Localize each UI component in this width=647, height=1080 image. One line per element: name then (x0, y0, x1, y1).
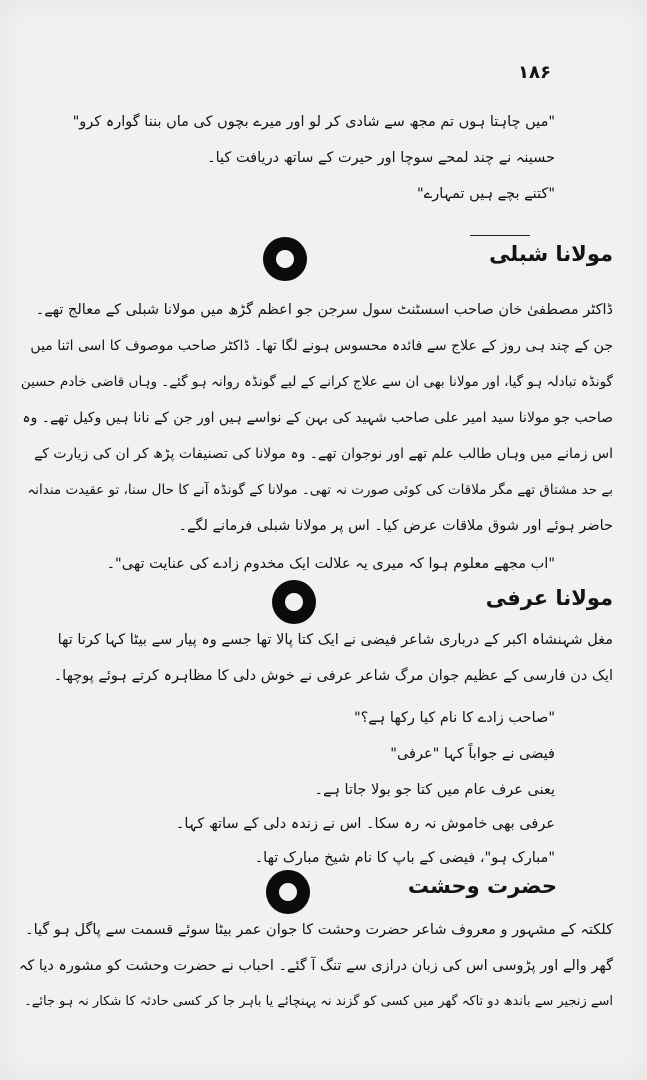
intro-line-1: "میں چاہتا ہوں تم مجھ سے شادی کر لو اور میرے بچوں کی ماں بننا گوارہ کرو" (72, 114, 555, 130)
section-heading-shibli: مولانا شبلی (489, 242, 613, 266)
paragraph-line: حاضر ہوئے اور شوق ملاقات عرض کیا۔ اس پر مولانا شبلی فرمانے لگے۔ (178, 518, 613, 534)
paragraph-line: گھر والے اور پڑوسی اس کی زبان درازی سے تنگ آ گئے۔ احباب نے حضرت وحشت کو مشورہ دیا کہ (18, 958, 613, 974)
intro-line-3: "کتنے بچے ہیں تمہارے" (417, 186, 555, 202)
page-number: ۱۸۶ (518, 62, 551, 83)
paragraph-line: اس زمانے میں وہاں طالب علم تھے اور نوجوان تھے۔ وہ مولانا کی تصنیفات پڑھ کر ان کی زیارت کے (34, 446, 613, 462)
section-ornament (263, 237, 307, 281)
paragraph-line: گونڈہ تبادلہ ہو گیا، اور مولانا بھی ان سے علاج کرانے کے لیے گونڈہ روانہ ہو گئے۔ وہاں قاضی خادم حسین (20, 374, 613, 390)
heading-rule (470, 235, 530, 236)
quote-line: فیضی نے جواباً کہا "عرفی" (390, 746, 555, 762)
quote-line: "اب مجھے معلوم ہوا کہ میری یہ علالت ایک مخدوم زادے کی عنایت تھی"۔ (106, 556, 555, 572)
paragraph-line: جن کے چند ہی روز کے علاج سے فائدہ محسوس ہونے لگا تھا۔ ڈاکٹر صاحب موصوف کا اسی اثنا میں (30, 338, 613, 354)
section-ornament (272, 580, 316, 624)
paragraph-line: اسے زنجیر سے باندھ دو تاکہ گھر میں کسی کو گزند نہ پہنچائے یا باہر جا کر کسی حادثہ کا شکار نہ ہو جائے۔ (24, 994, 613, 1009)
quote-line: یعنی عرف عام میں کتا جو بولا جاتا ہے۔ (314, 782, 555, 798)
paragraph-line: صاحب جو مولانا سید امیر علی صاحب شہید کی بہن کے نواسے ہیں اور جن کے نانا ہیں وکیل تھے۔ وہ (22, 410, 613, 426)
quote-line: "صاحب زادے کا نام کیا رکھا ہے؟" (353, 710, 555, 726)
quote-line: "مبارک ہو"، فیضی کے باپ کا نام شیخ مبارک تھا۔ (254, 850, 555, 866)
paragraph-line: بے حد مشتاق تھے مگر ملاقات کی کوئی صورت نہ تھی۔ مولانا کے گونڈہ آنے کا حال سنا، تو عقیدت مندانہ (27, 482, 613, 498)
paragraph-line: ایک دن فارسی کے عظیم جوان مرگ شاعر عرفی نے خوش دلی کا مظاہرہ کرتے ہوئے پوچھا۔ (53, 668, 613, 684)
section-ornament (266, 870, 310, 914)
section-heading-wahshat: حضرت وحشت (407, 874, 557, 898)
paragraph-line: کلکتہ کے مشہور و معروف شاعر حضرت وحشت کا جوان عمر بیٹا سوئے قسمت سے پاگل ہو گیا۔ (25, 922, 613, 938)
paragraph-line: ڈاکٹر مصطفیٰ خان صاحب اسسٹنٹ سول سرجن جو اعظم گڑھ میں مولانا شبلی کے معالج تھے۔ (35, 302, 613, 318)
intro-line-2: حسینہ نے چند لمحے سوچا اور حیرت کے ساتھ دریافت کیا۔ (207, 150, 555, 166)
paragraph-line: مغل شہنشاہ اکبر کے درباری شاعر فیضی نے ایک کتا پالا تھا جسے وہ پیار سے بیٹا کہا کرتا تھا (57, 632, 613, 648)
quote-line: عرفی بھی خاموش نہ رہ سکا۔ اس نے زندہ دلی کے ساتھ کہا۔ (175, 816, 555, 832)
section-heading-urfi: مولانا عرفی (485, 586, 613, 610)
